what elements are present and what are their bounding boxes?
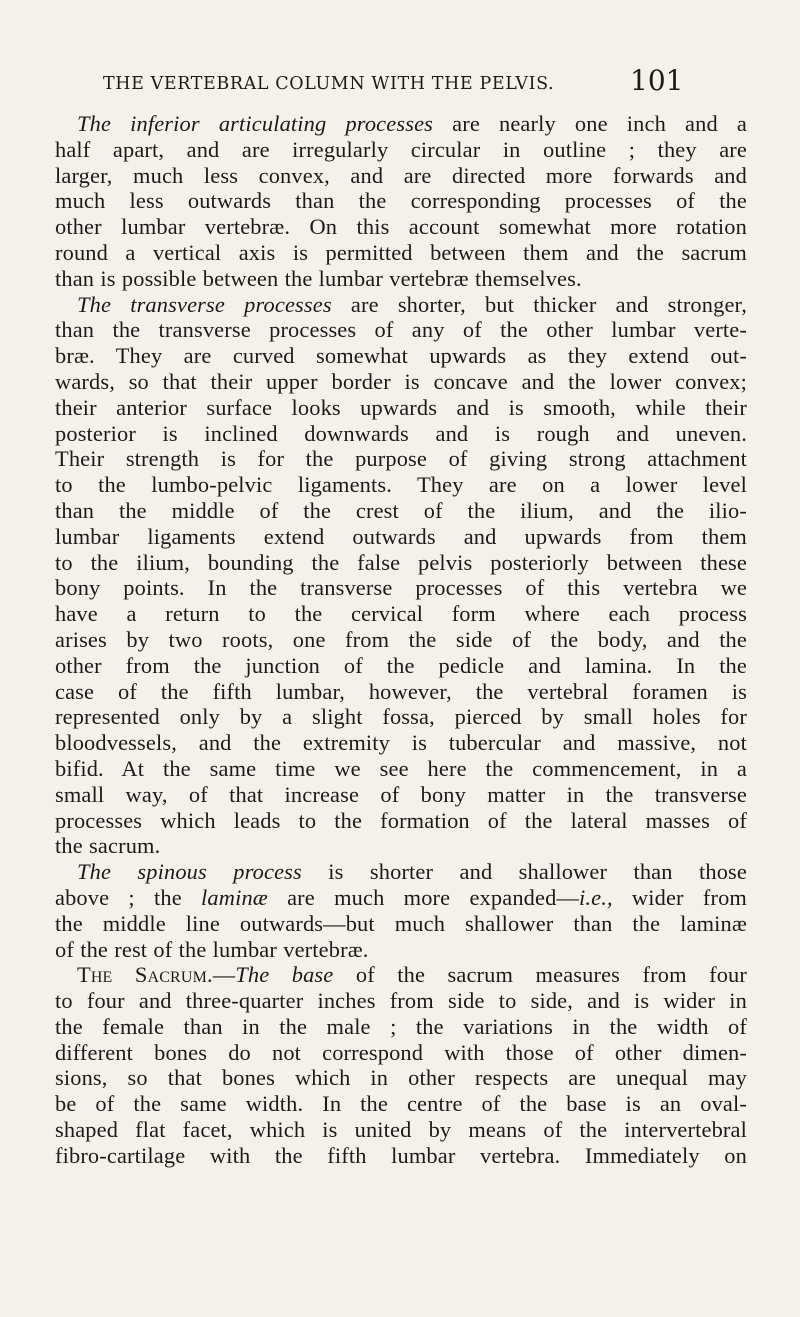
- text-line: [55, 524, 747, 550]
- small-caps-run: The Sacrum.: [77, 962, 213, 988]
- italic-run: The spinous process: [77, 859, 302, 885]
- text-line: [55, 756, 747, 782]
- text-line: [55, 446, 747, 472]
- text-line: [55, 317, 747, 343]
- text-line: [55, 575, 747, 601]
- text-run: sions, so that bones which in other respects are unequal may: [55, 1065, 747, 1091]
- text-run: lumbar ligaments extend outwards and upwards from them: [55, 523, 747, 549]
- text-run: fibro-cartilage with the fifth lumbar vertebra. Immediately on: [55, 1142, 747, 1168]
- text-run: to the lumbo-pelvic ligaments. They are on a lower level: [55, 472, 747, 498]
- text-run: shaped flat facet, which is united by means of the intervertebral: [55, 1117, 747, 1143]
- text-line: [55, 1040, 747, 1066]
- text-run: other from the junction of the pedicle and lamina. In the: [55, 652, 747, 678]
- text-run: bloodvessels, and the extremity is tubercular and massive, not: [55, 730, 747, 756]
- italic-run: The inferior articulating processes: [77, 111, 434, 136]
- text-run: have a return to the cervical form where each process: [55, 601, 747, 627]
- text-line: [55, 1065, 747, 1091]
- text-line: [55, 911, 747, 937]
- text-line: [55, 111, 747, 137]
- text-line: [55, 395, 747, 421]
- text-line: [55, 163, 747, 189]
- text-line: [55, 1091, 747, 1117]
- text-line: [55, 292, 747, 318]
- text-run: different bones do not correspond with those of other dimen-: [55, 1039, 747, 1065]
- text-line: [55, 421, 747, 447]
- italic-run: The base: [235, 962, 334, 988]
- text-run: case of the fifth lumbar, however, the vertebral foramen is: [55, 678, 747, 704]
- text-line: [55, 343, 747, 369]
- text-run: small way, of that increase of bony matter in the transverse: [55, 781, 747, 807]
- text-line: [55, 704, 747, 730]
- text-run: above ; the: [55, 884, 202, 910]
- text-run: are nearly one inch and a: [433, 111, 747, 136]
- text-line: [55, 214, 747, 240]
- text-line: [55, 859, 747, 885]
- text-run: than the transverse processes of any of the other lumbar verte-: [55, 317, 747, 343]
- text-line: [55, 1117, 747, 1143]
- text-line: [55, 137, 747, 163]
- italic-run: i.e.,: [579, 884, 613, 910]
- text-run: their anterior surface looks upwards and is smooth, while their: [55, 394, 747, 420]
- text-line: [55, 266, 747, 292]
- text-run: to four and three-quarter inches from side to side, and is wider in: [55, 988, 747, 1014]
- text-run: wards, so that their upper border is concave and the lower convex;: [55, 368, 747, 394]
- text-run: are shorter, but thicker and stronger,: [331, 291, 748, 317]
- text-run: half apart, and are irregularly circular in outline ; they are: [55, 136, 747, 162]
- text-line: [55, 472, 747, 498]
- text-line: [55, 730, 747, 756]
- text-line: [55, 937, 747, 963]
- text-run: bony points. In the transverse processes of this vertebra we: [55, 575, 747, 601]
- running-head: [103, 64, 684, 97]
- text-run: posterior is inclined downwards and is rough and uneven.: [55, 420, 747, 446]
- text-line: [55, 679, 747, 705]
- text-run: of the rest of the lumbar vertebræ.: [55, 936, 369, 962]
- text-line: [55, 240, 747, 266]
- italic-run: laminæ: [201, 884, 268, 910]
- text-line: [55, 833, 747, 859]
- text-run: processes which leads to the formation of the lateral masses of: [55, 807, 747, 833]
- text-run: the sacrum.: [55, 833, 161, 859]
- text-run: arises by two roots, one from the side of the body, and the: [55, 626, 747, 652]
- text-line: [55, 782, 747, 808]
- text-line: [55, 885, 747, 911]
- text-run: the female than in the male ; the variations in the width of: [55, 1013, 747, 1039]
- page-number: 101: [630, 64, 684, 97]
- text-run: bifid. At the same time we see here the commencement, in a: [55, 755, 747, 781]
- text-line: [55, 1014, 747, 1040]
- text-run: the middle line outwards—but much shallower than the laminæ: [55, 910, 747, 936]
- text-run: to the ilium, bounding the false pelvis posteriorly between these: [55, 549, 747, 575]
- text-run: than the middle of the crest of the ilium, and the ilio-: [55, 497, 747, 523]
- text-run: is shorter and shallower than those: [301, 859, 747, 885]
- text-run: much less outwards than the corresponding processes of the: [55, 188, 747, 214]
- text-run: represented only by a slight fossa, pierced by small holes for: [55, 704, 747, 730]
- text-run: Their strength is for the purpose of giving strong attachment: [55, 446, 747, 472]
- text-line: [55, 653, 747, 679]
- text-line: [55, 1143, 747, 1169]
- text-line: [55, 962, 747, 988]
- text-line: [55, 550, 747, 576]
- text-run: bræ. They are curved somewhat upwards as they extend out-: [55, 343, 747, 369]
- text-line: [55, 627, 747, 653]
- running-title: THE VERTEBRAL COLUMN WITH THE PELVIS.: [103, 74, 555, 94]
- text-run: —: [212, 962, 236, 988]
- text-run: of the sacrum measures from four: [333, 962, 747, 988]
- text-line: [55, 808, 747, 834]
- text-run: larger, much less convex, and are directed more forwards and: [55, 162, 747, 188]
- italic-run: The transverse processes: [77, 291, 332, 317]
- text-run: round a vertical axis is permitted between them and the sacrum: [55, 239, 747, 265]
- body-text: [55, 111, 747, 1169]
- text-run: wider from: [612, 884, 747, 910]
- text-run: be of the same width. In the centre of the base is an oval-: [55, 1091, 747, 1117]
- text-line: [55, 498, 747, 524]
- text-line: [55, 601, 747, 627]
- text-run: are much more expanded—: [267, 884, 579, 910]
- text-line: [55, 988, 747, 1014]
- text-line: [55, 369, 747, 395]
- text-line: [55, 188, 747, 214]
- text-run: than is possible between the lumbar vertebræ themselves.: [55, 265, 582, 291]
- text-run: other lumbar vertebræ. On this account somewhat more rotation: [55, 214, 747, 240]
